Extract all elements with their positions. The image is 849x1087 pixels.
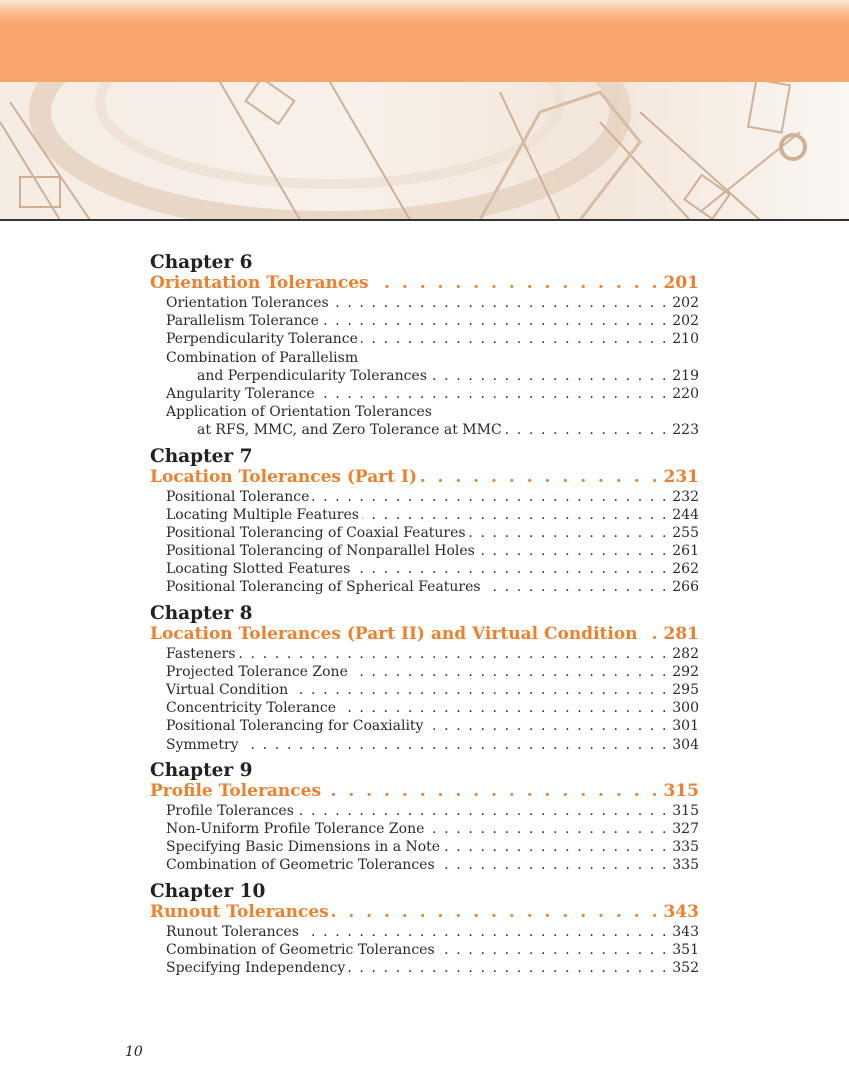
toc-entry[interactable]: [150, 820, 699, 838]
entry-title: at RFS, MMC, and Zero Tolerance at MMC: [197, 422, 502, 439]
toc-entry[interactable]: [150, 312, 699, 330]
chapter-page: 201: [663, 273, 699, 293]
chapter-label: Chapter 8: [150, 602, 253, 624]
dot-leader: [291, 681, 668, 699]
entry-page: 202: [672, 295, 699, 311]
chapter-title: Location Tolerances (Part II) and Virtual Condition: [150, 623, 638, 644]
entry-title: Application of Orientation Tolerances: [166, 404, 432, 421]
toc-entry[interactable]: [150, 560, 699, 578]
entry-page: 219: [672, 367, 699, 384]
entry-title: Runout Tolerances: [166, 923, 299, 940]
entry-title: Specifying Independency: [166, 959, 346, 976]
entry-title: Parallelism Tolerance: [166, 313, 319, 330]
dot-leader: [348, 959, 668, 977]
chapter-10: [150, 881, 699, 978]
chapter-title-link[interactable]: [150, 781, 699, 802]
entry-page: 335: [672, 857, 699, 874]
entry-page: 335: [672, 839, 699, 856]
dot-leader: [351, 663, 668, 681]
toc-entry[interactable]: [150, 645, 699, 663]
page-number: 10: [125, 1044, 143, 1060]
entry-title: Fasteners: [166, 645, 236, 662]
entry-page: 343: [672, 923, 699, 940]
chapter-8: [150, 603, 699, 754]
chapter-6: [150, 252, 699, 440]
chapter-page: 315: [663, 780, 699, 801]
dot-leader: [478, 542, 668, 560]
entry-title: Combination of Geometric Tolerances: [166, 941, 435, 958]
chapter-label: Chapter 9: [150, 759, 253, 781]
entry-title: Angularity Tolerance: [166, 385, 315, 402]
entry-page: 223: [672, 422, 699, 439]
dot-leader: [505, 421, 668, 439]
entry-page: 232: [672, 488, 699, 505]
toc-entry[interactable]: [150, 717, 699, 735]
chapter-7: [150, 446, 699, 597]
chapter-title-link[interactable]: [150, 624, 699, 645]
table-of-contents: [150, 252, 699, 983]
dot-leader: [438, 856, 668, 874]
dot-leader: [324, 781, 660, 802]
dot-leader: [641, 624, 661, 645]
entry-title: Symmetry: [166, 736, 239, 753]
toc-entry[interactable]: [150, 663, 699, 681]
chapter-title: Runout Tolerances: [150, 901, 329, 922]
chapter-label: Chapter 6: [150, 252, 253, 273]
toc-entry[interactable]: [150, 330, 699, 348]
entry-title: Profile Tolerances: [166, 802, 294, 819]
entry-title: Virtual Condition: [166, 682, 289, 698]
chapter-page: 343: [663, 901, 699, 922]
dot-leader: [353, 560, 668, 578]
entry-page: 327: [672, 820, 699, 837]
chapter-title-link[interactable]: [150, 902, 699, 923]
chapter-title-link[interactable]: [150, 467, 699, 488]
entry-page: 220: [672, 385, 699, 402]
dot-leader: [362, 506, 668, 524]
dot-leader: [302, 923, 668, 941]
dot-leader: [430, 367, 668, 385]
dot-leader: [443, 838, 668, 856]
dot-leader: [297, 802, 668, 820]
entry-page: 292: [672, 663, 699, 680]
dot-leader: [420, 467, 661, 488]
toc-entry[interactable]: [150, 524, 699, 542]
entry-page: 244: [672, 506, 699, 523]
entry-page: 262: [672, 561, 699, 578]
dot-leader: [312, 488, 668, 506]
dot-leader: [361, 330, 668, 348]
toc-entry[interactable]: [150, 838, 699, 856]
entry-title: Specifying Basic Dimensions in a Note: [166, 839, 441, 856]
technical-drawing-illustration: [0, 82, 849, 220]
entry-page: 301: [672, 718, 699, 735]
toc-entry-continued[interactable]: [150, 367, 699, 385]
entry-title: Positional Tolerancing of Spherical Features: [166, 579, 481, 596]
chapter-title: Profile Tolerances: [150, 780, 322, 801]
dot-leader: [332, 294, 668, 312]
toc-entry[interactable]: [150, 349, 699, 367]
toc-entry[interactable]: [150, 385, 699, 403]
entry-title: and Perpendicularity Tolerances: [197, 367, 427, 384]
chapter-label: Chapter 7: [150, 445, 253, 467]
chapter-title: Location Tolerances (Part I): [150, 466, 417, 487]
entry-page: 266: [672, 579, 699, 596]
entry-title: Perpendicularity Tolerance: [166, 331, 358, 348]
header-banner: [0, 0, 849, 82]
entry-page: 351: [672, 941, 699, 958]
chapter-title-link[interactable]: [150, 273, 699, 294]
entry-page: 261: [672, 543, 699, 560]
entry-page: 315: [672, 802, 699, 819]
dot-leader: [484, 578, 668, 596]
entry-title: Non-Uniform Profile Tolerance Zone: [166, 820, 425, 837]
toc-entry[interactable]: [150, 506, 699, 524]
chapter-label: Chapter 10: [150, 880, 266, 902]
entry-title: Locating Multiple Features: [166, 506, 359, 523]
entry-title: Positional Tolerancing of Nonparallel Holes: [166, 543, 475, 560]
entry-page: 304: [672, 736, 699, 753]
dot-leader: [339, 699, 668, 717]
toc-entry[interactable]: [150, 403, 699, 421]
entry-title: Combination of Geometric Tolerances: [166, 857, 435, 874]
toc-entry[interactable]: [150, 578, 699, 596]
entry-title: Projected Tolerance Zone: [166, 663, 348, 680]
entry-title: Concentricity Tolerance: [166, 700, 337, 717]
toc-entry[interactable]: [150, 941, 699, 959]
dot-leader: [238, 645, 668, 663]
toc-entry[interactable]: [150, 802, 699, 820]
toc-entry[interactable]: [150, 542, 699, 560]
dot-leader: [372, 273, 661, 294]
toc-entry[interactable]: [150, 294, 699, 312]
entry-title: Orientation Tolerances: [166, 295, 329, 311]
dot-leader: [427, 820, 668, 838]
dot-leader: [469, 524, 668, 542]
entry-title: Positional Tolerance: [166, 488, 310, 505]
dot-leader: [332, 902, 661, 923]
dot-leader: [318, 385, 668, 403]
entry-page: 202: [672, 313, 699, 330]
toc-entry[interactable]: [150, 699, 699, 717]
header-divider: [0, 219, 849, 221]
entry-title: Positional Tolerancing for Coaxiality: [166, 718, 424, 735]
chapter-page: 231: [663, 466, 699, 487]
toc-entry-continued[interactable]: [150, 421, 699, 439]
entry-title: Locating Slotted Features: [166, 561, 351, 578]
toc-entry[interactable]: [150, 856, 699, 874]
dot-leader: [426, 717, 668, 735]
chapter-9: [150, 760, 699, 875]
entry-page: 282: [672, 645, 699, 662]
chapter-page: 281: [663, 623, 699, 644]
toc-entry[interactable]: [150, 488, 699, 506]
toc-entry[interactable]: [150, 736, 699, 754]
toc-entry[interactable]: [150, 959, 699, 977]
chapter-title: Orientation Tolerances: [150, 273, 369, 293]
dot-leader: [438, 941, 668, 959]
entry-title: Positional Tolerancing of Coaxial Features: [166, 524, 466, 541]
entry-page: 300: [672, 700, 699, 717]
entry-page: 210: [672, 331, 699, 348]
toc-entry[interactable]: [150, 681, 699, 699]
entry-page: 255: [672, 524, 699, 541]
gear-drawing-icon: [0, 82, 849, 220]
entry-page: 295: [672, 682, 699, 698]
dot-leader: [242, 736, 668, 754]
entry-title: Combination of Parallelism: [166, 349, 359, 366]
dot-leader: [322, 312, 668, 330]
entry-page: 352: [672, 959, 699, 976]
toc-entry[interactable]: [150, 923, 699, 941]
